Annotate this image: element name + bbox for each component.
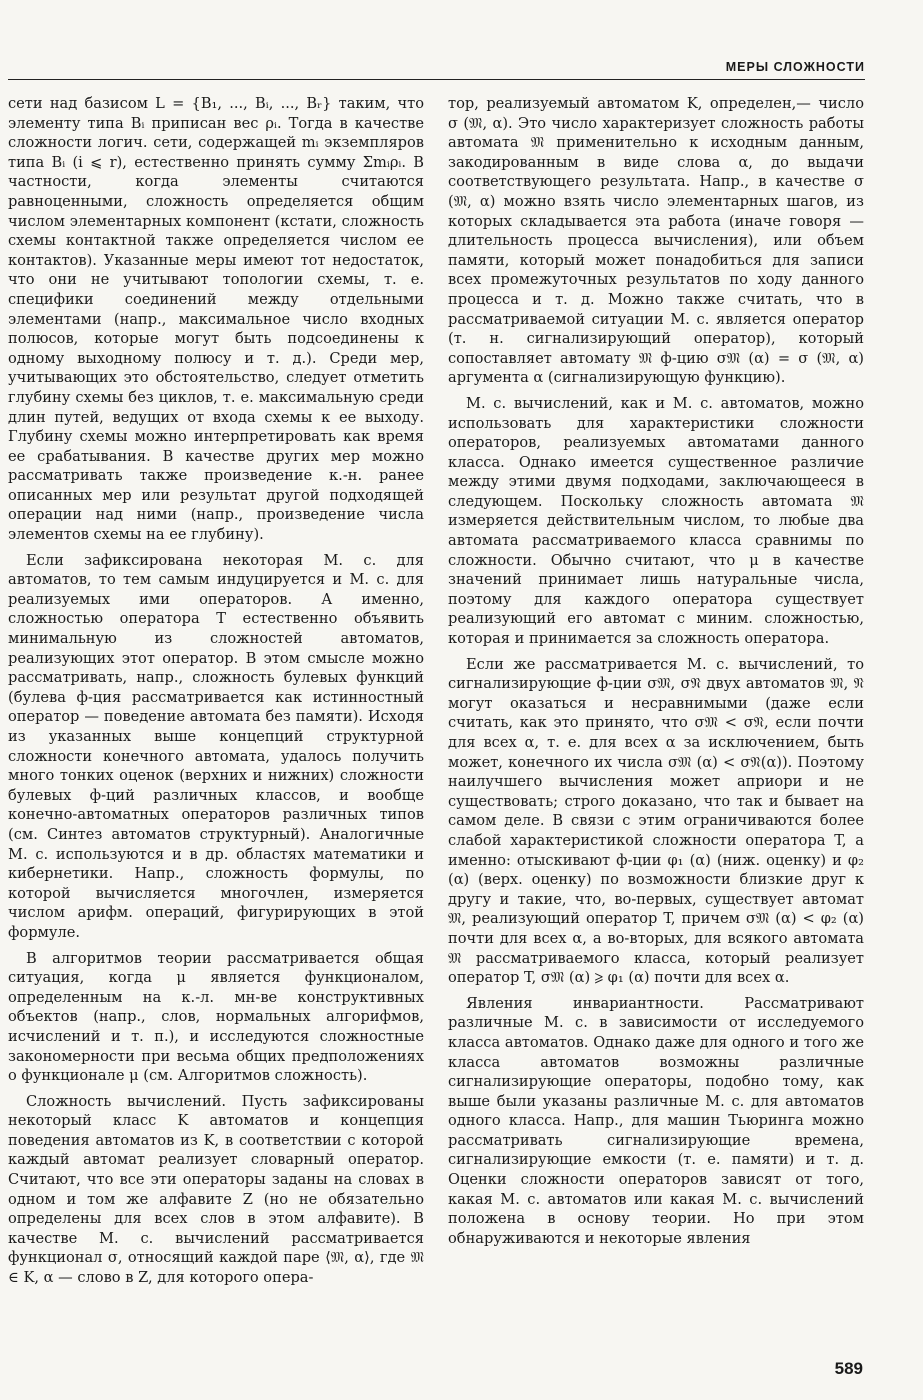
paragraph: В алгоритмов теории рассматривается общая ситуация, когда μ является функционалом, определенным на к.-л. мн-ве конструктивных объектов (напр., слов, нормальных алгорифмов, исчислений и т. п.), и исследуются сложностные закономерности при весьма общих предположениях о функционале μ (см. Алгоритмов сложность). bbox=[8, 949, 424, 1085]
paragraph: М. с. вычислений, как и М. с. автоматов, можно использовать для характеристики сложности операторов, реализуемых автоматами данного класса. Однако имеется существенное различие между этими двумя подходами, заключающееся в следующем. Поскольку сложность автомата 𝔐 измеряется действительным числом, то любые два автомата рассматриваемого класса сравнимы по сложности. Обычно считают, что μ в качестве значений принимает лишь натуральные числа, поэтому для каждого оператора существует реализующий его автомат с миним. сложностью, которая и принимается за сложность оператора. bbox=[448, 394, 864, 648]
paragraph: Сложность вычислений. Пусть зафиксированы некоторый класс K автоматов и концепция поведения автоматов из K, в соответствии с которой каждый автомат реализует словарный оператор. Считают, что все эти операторы заданы на словах в одном и том же алфавите Z (но не обязательно определены для всех слов в этом алфавите). В качестве М. с. вычислений рассматривается функционал σ, относящий каждой паре ⟨𝔐, α⟩, где 𝔐 ∈ K, α — слово в Z, для которого опера- bbox=[8, 1092, 424, 1287]
running-header bbox=[8, 60, 865, 80]
paragraph: тор, реализуемый автоматом K, определен,— число σ (𝔐, α). Это число характеризует сложность работы автомата 𝔐 применительно к исходным данным, закодированным в виде слова α, до выдачи соответствующего результата. Напр., в качестве σ (𝔐, α) можно взять число элементарных шагов, из которых складывается эта работа (иначе говоря — длительность процесса вычисления), или объем памяти, который может понадобиться для записи всех промежуточных результатов по ходу данного процесса и т. д. Можно также считать, что в рассматриваемой ситуации М. с. является оператор (т. н. сигнализирующий оператор), который сопоставляет автомату 𝔐 ф-цию σ𝔐 (α) = σ (𝔐, α) аргумента α (сигнализирующую функцию). bbox=[448, 95, 864, 387]
paragraph: Явления инвариантности. Рассматривают различные М. с. в зависимости от исследуемого класса автоматов. Однако даже для одного и того же класса автоматов возможны различные сигнализирующие операторы, подобно тому, как выше были указаны различные М. с. для автоматов одного класса. Напр., для машин Тьюринга можно рассматривать сигнализирующие времена, сигнализирующие емкости (т. е. памяти) и т. д. Оценки сложности операторов зависят от того, какая М. с. автоматов или какая М. с. вычислений положена в основу теории. Но при этом обнаруживаются и некоторые явления bbox=[448, 994, 864, 1247]
paragraph: Если же рассматривается М. с. вычислений, то сигнализирующие ф-ции σ𝔐, σ𝔑 двух автоматов 𝔐, 𝔑 могут оказаться и несравнимыми (даже если считать, как это принято, что σ𝔐 < σ𝔑, если почти для всех α, т. е. для всех α за исключением, быть может, конечного их числа σ𝔐 (α) < σ𝔑(α)). Поэтому наилучшего вычисления может априори и не существовать; строго доказано, что так и бывает на самом деле. В связи с этим ограничиваются более слабой характеристикой сложности оператора T, а именно: отыскивают ф-ции φ₁ (α) (ниж. оценку) и φ₂ (α) (верх. оценку) по возможности близкие друг к другу и такие, что, во-первых, существует автомат 𝔐, реализующий оператор T, причем σ𝔐 (α) < φ₂ (α) почти для всех α, а во-вторых, для всякого автомата 𝔐 рассматриваемого класса, который реализует оператор T, σ𝔐 (α) ⩾ φ₁ (α) почти для всех α. bbox=[448, 655, 864, 987]
header-title: МЕРЫ СЛОЖНОСТИ bbox=[725, 60, 865, 74]
paragraph: сети над базисом L = {B₁, ..., Bᵢ, ..., Bᵣ} таким, что элементу типа Bᵢ приписан вес ρᵢ. Тогда в качестве сложности логич. сети, содержащей mᵢ экземпляров типа Bᵢ (i ⩽ r), естественно принять сумму Σmᵢρᵢ. В частности, когда элементы считаются равноценными, сложность определяется общим числом элементарных компонент (кстати, сложность схемы контактной также определяется числом ее контактов). Указанные меры имеют тот недостаток, что они не учитывают топологии схемы, т. е. специфики соединений между отдельными элементами (напр., максимальное число входных полюсов, которые могут быть подсоединены к одному выходному полюсу и т. д.). Среди мер, учитывающих это обстоятельство, следует отметить глубину схемы без циклов, т. е. максимальную среди длин путей, ведущих от входа схемы к ее выходу. Глубину схемы можно интерпретировать как время ее срабатывания. В качестве других мер можно рассматривать также произведение к.-н. ранее описанных мер или результат другой подходящей операции над ними (напр., произведение числа элементов схемы на ее глубину). bbox=[8, 95, 424, 544]
header-rule bbox=[8, 79, 865, 80]
page-number: 589 bbox=[834, 1359, 863, 1378]
paragraph: Если зафиксирована некоторая М. с. для автоматов, то тем самым индуцируется и М. с. для реализуемых ими операторов. А именно, сложностью оператора T естественно объявить минимальную из сложностей автоматов, реализующих этот оператор. В этом смысле можно рассматривать, напр., сложность булевых функций (булева ф-ция рассматривается как истинностный оператор — поведение автомата без памяти). Исходя из указанных выше концепций структурной сложности конечного автомата, удалось получить много тонких оценок (верхних и нижних) сложности булевых ф-ций различных классов, и вообще конечно-автоматных операторов различных типов (см. Синтез автоматов структурный). Аналогичные М. с. используются и в др. областях математики и кибернетики. Напр., сложность формулы, по которой вычисляется многочлен, измеряется числом арифм. операций, фигурирующих в этой формуле. bbox=[8, 551, 424, 941]
right-column bbox=[448, 94, 864, 1254]
left-column bbox=[8, 94, 424, 1294]
